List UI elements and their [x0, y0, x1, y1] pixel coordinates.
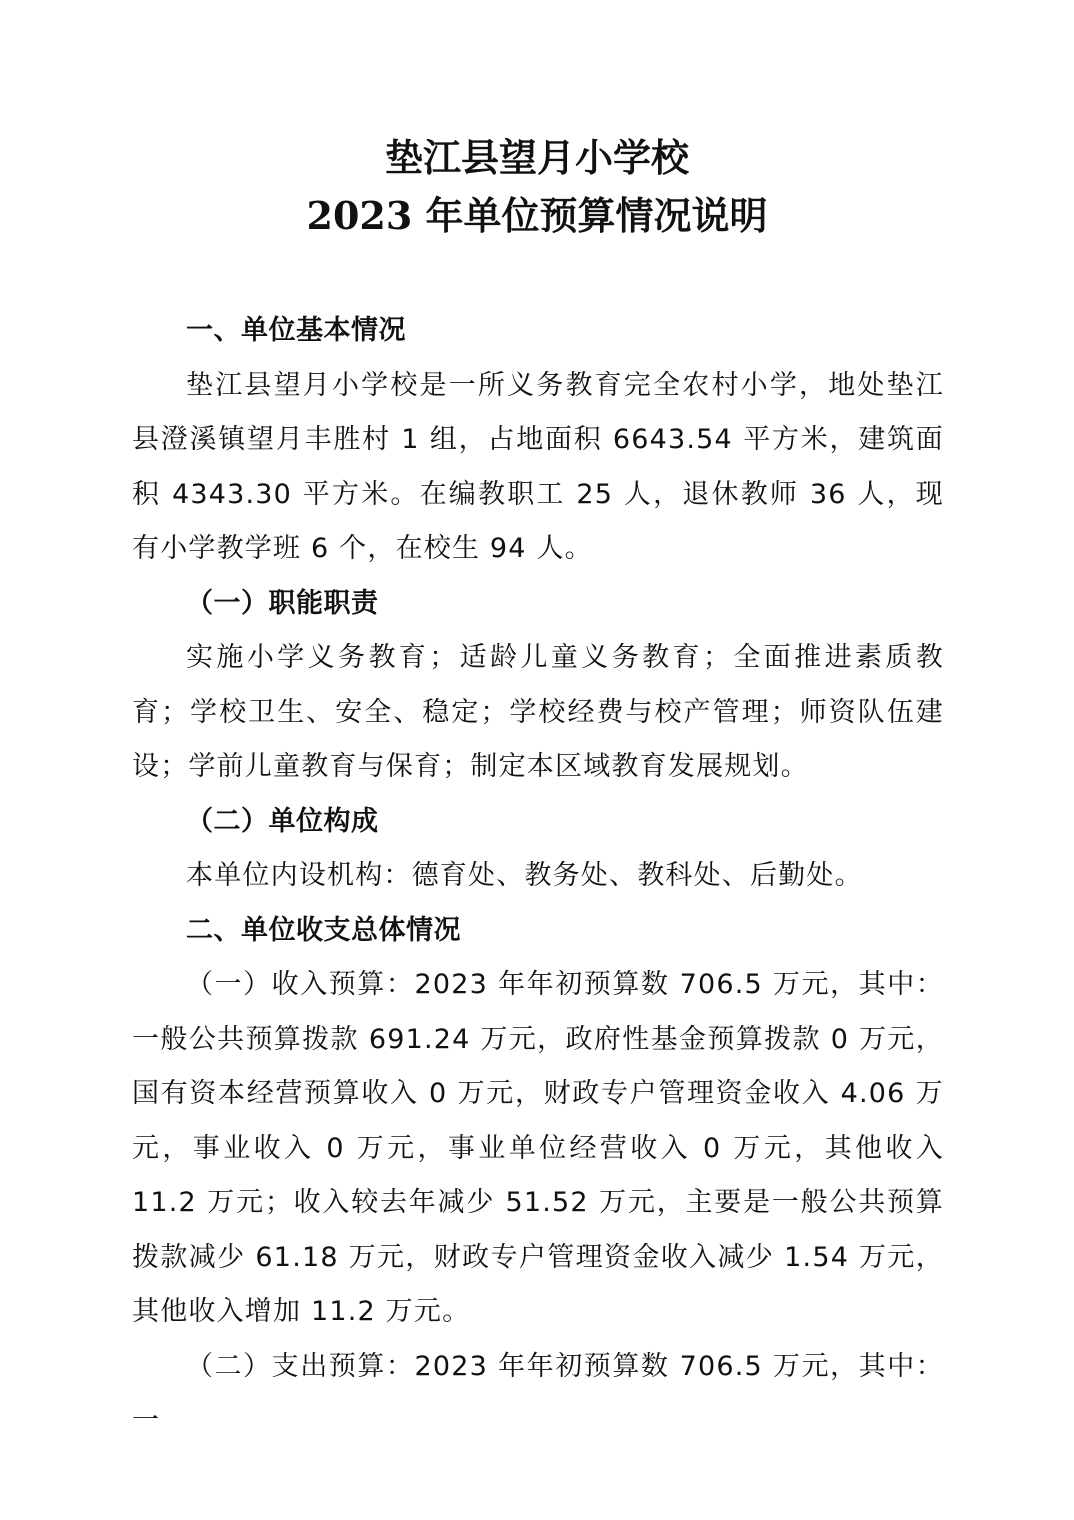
section2-heading: 二、单位收支总体情况	[186, 914, 461, 946]
expense-budget-paragraph: （二）支出预算：2023 年年初预算数 706.5 万元，其中：一	[132, 1350, 944, 1436]
section1-heading: 一、单位基本情况	[186, 315, 406, 346]
document-title-line1: 垫江县望月小学校	[384, 135, 689, 180]
document-body	[132, 304, 944, 1449]
document-title-line2: 2023 年单位预算情况说明	[306, 193, 768, 238]
section1-paragraph: 垫江县望月小学校是一所义务教育完全农村小学，地处垫江县澄溪镇望月丰胜村 1 组，占地面积 6643.54 平方米，建筑面积 4343.30 平方米。在编教职工 25 人，退休教师 36 人，现有小学教学班 6 个，在校生 94 人。	[132, 369, 944, 564]
subsection2-heading: （二）单位构成	[186, 805, 379, 837]
subsection2-paragraph: 本单位内设机构：德育处、教务处、教科处、后勤处。	[186, 860, 863, 891]
income-budget-paragraph: （一）收入预算：2023 年年初预算数 706.5 万元，其中：一般公共预算拨款 691.24 万元，政府性基金预算拨款 0 万元，国有资本经营预算收入 0 万元，财政专户管理资金收入 4.06 万元，事业收入 0 万元，事业单位经营收入 0 万元，其他收入 11.2 万元；收入较去年减少 51.52 万元，主要是一般公共预算拨款减少 61.18 万元，财政专户管理资金收入减少 1.54 万元，其他收入增加 11.2 万元。	[132, 969, 944, 1327]
subsection1-heading: （一）职能职责	[186, 587, 379, 619]
subsection1-paragraph: 实施小学义务教育；适龄儿童义务教育；全面推进素质教育；学校卫生、安全、稳定；学校经费与校产管理；师资队伍建设；学前儿童教育与保育；制定本区域教育发展规划。	[132, 642, 944, 782]
